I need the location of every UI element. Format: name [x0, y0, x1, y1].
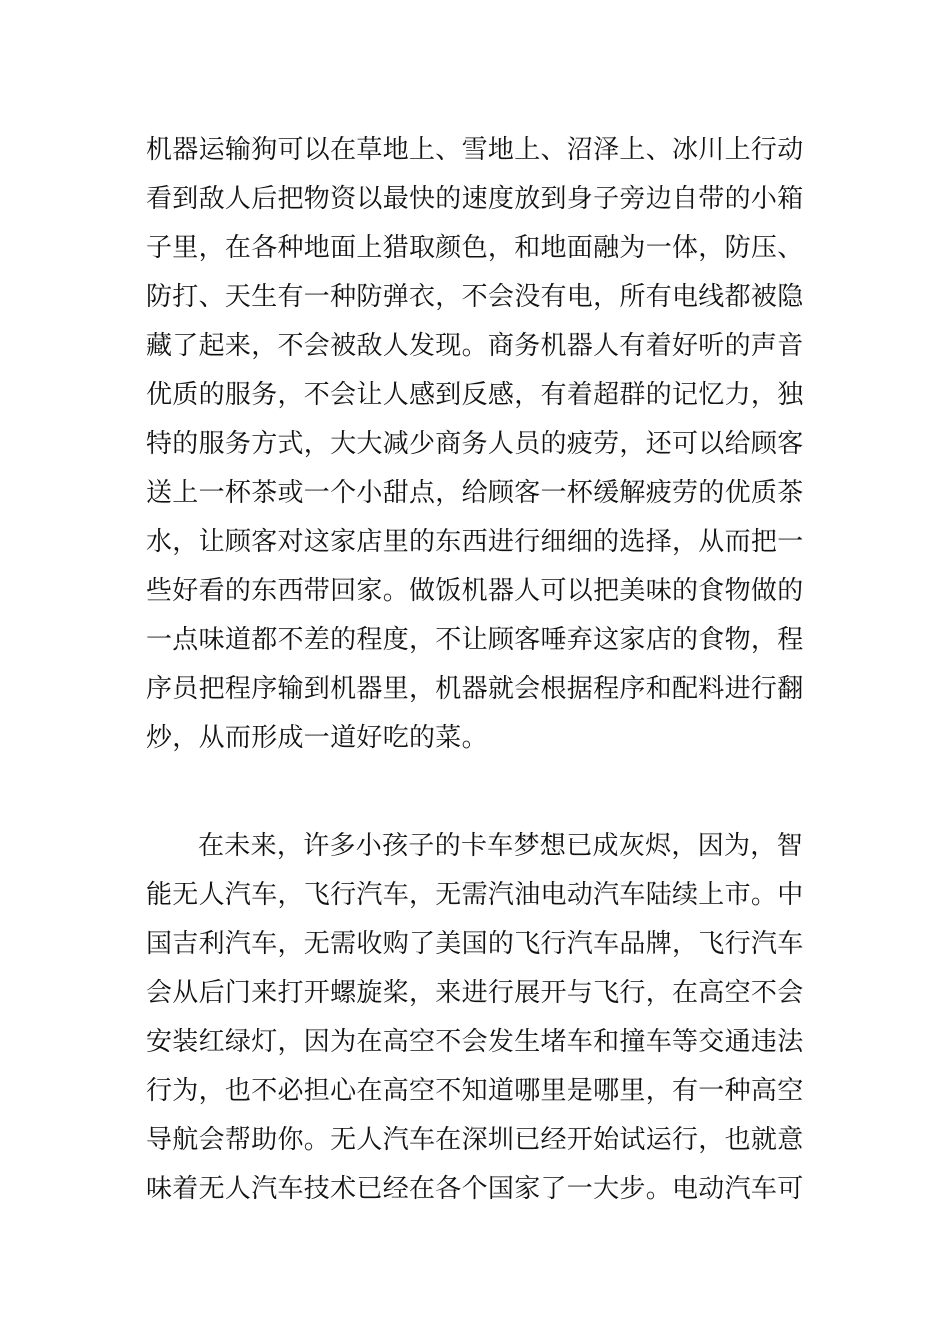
paragraph-1-line-3: 子里，在各种地面上猎取颜色，和地面融为一体，防压、 — [146, 233, 804, 263]
paragraph-1-line-12: 序员把程序输到机器里，机器就会根据程序和配料进行翻 — [146, 674, 804, 704]
paragraph-1-line-10: 些好看的东西带回家。做饭机器人可以把美味的食物做的 — [146, 576, 804, 606]
paragraph-1-line-1: 机器运输狗可以在草地上、雪地上、沼泽上、冰川上行动 — [146, 135, 804, 165]
paragraph-1-line-9: 水，让顾客对这家店里的东西进行细细的选择，从而把一 — [146, 527, 804, 557]
paragraph-1-line-4: 防打、天生有一种防弹衣，不会没有电，所有电线都被隐 — [146, 282, 804, 312]
paragraph-1-line-7: 特的服务方式，大大减少商务人员的疲劳，还可以给顾客 — [146, 429, 804, 459]
paragraph-2-line-5: 安装红绿灯，因为在高空不会发生堵车和撞车等交通违法 — [146, 1027, 804, 1057]
paragraph-2-line-6: 行为，也不必担心在高空不知道哪里是哪里，有一种高空 — [146, 1076, 804, 1106]
paragraph-2-line-7: 导航会帮助你。无人汽车在深圳已经开始试运行，也就意 — [146, 1125, 804, 1155]
paragraph-1-line-13: 炒，从而形成一道好吃的菜。 — [146, 723, 488, 753]
paragraph-2-line-2: 能无人汽车，飞行汽车，无需汽油电动汽车陆续上市。中 — [146, 880, 804, 910]
paragraph-1-line-2: 看到敌人后把物资以最快的速度放到身子旁边自带的小箱 — [146, 184, 804, 214]
paragraph-2-line-4: 会从后门来打开螺旋桨，来进行展开与飞行，在高空不会 — [146, 978, 804, 1008]
paragraph-2-line-3: 国吉利汽车，无需收购了美国的飞行汽车品牌，飞行汽车 — [146, 929, 804, 959]
paragraph-1-line-8: 送上一杯茶或一个小甜点，给顾客一杯缓解疲劳的优质茶 — [146, 478, 804, 508]
paragraph-1-line-6: 优质的服务，不会让人感到反感，有着超群的记忆力，独 — [146, 380, 804, 410]
paragraph-2-line-1: 在未来，许多小孩子的卡车梦想已成灰烬，因为，智 — [198, 831, 803, 861]
paragraph-1-line-11: 一点味道都不差的程度，不让顾客唾弃这家店的食物，程 — [146, 625, 804, 655]
paragraph-1-line-5: 藏了起来，不会被敌人发现。商务机器人有着好听的声音 — [146, 331, 804, 361]
paragraph-2-line-8: 味着无人汽车技术已经在各个国家了一大步。电动汽车可 — [146, 1174, 804, 1204]
